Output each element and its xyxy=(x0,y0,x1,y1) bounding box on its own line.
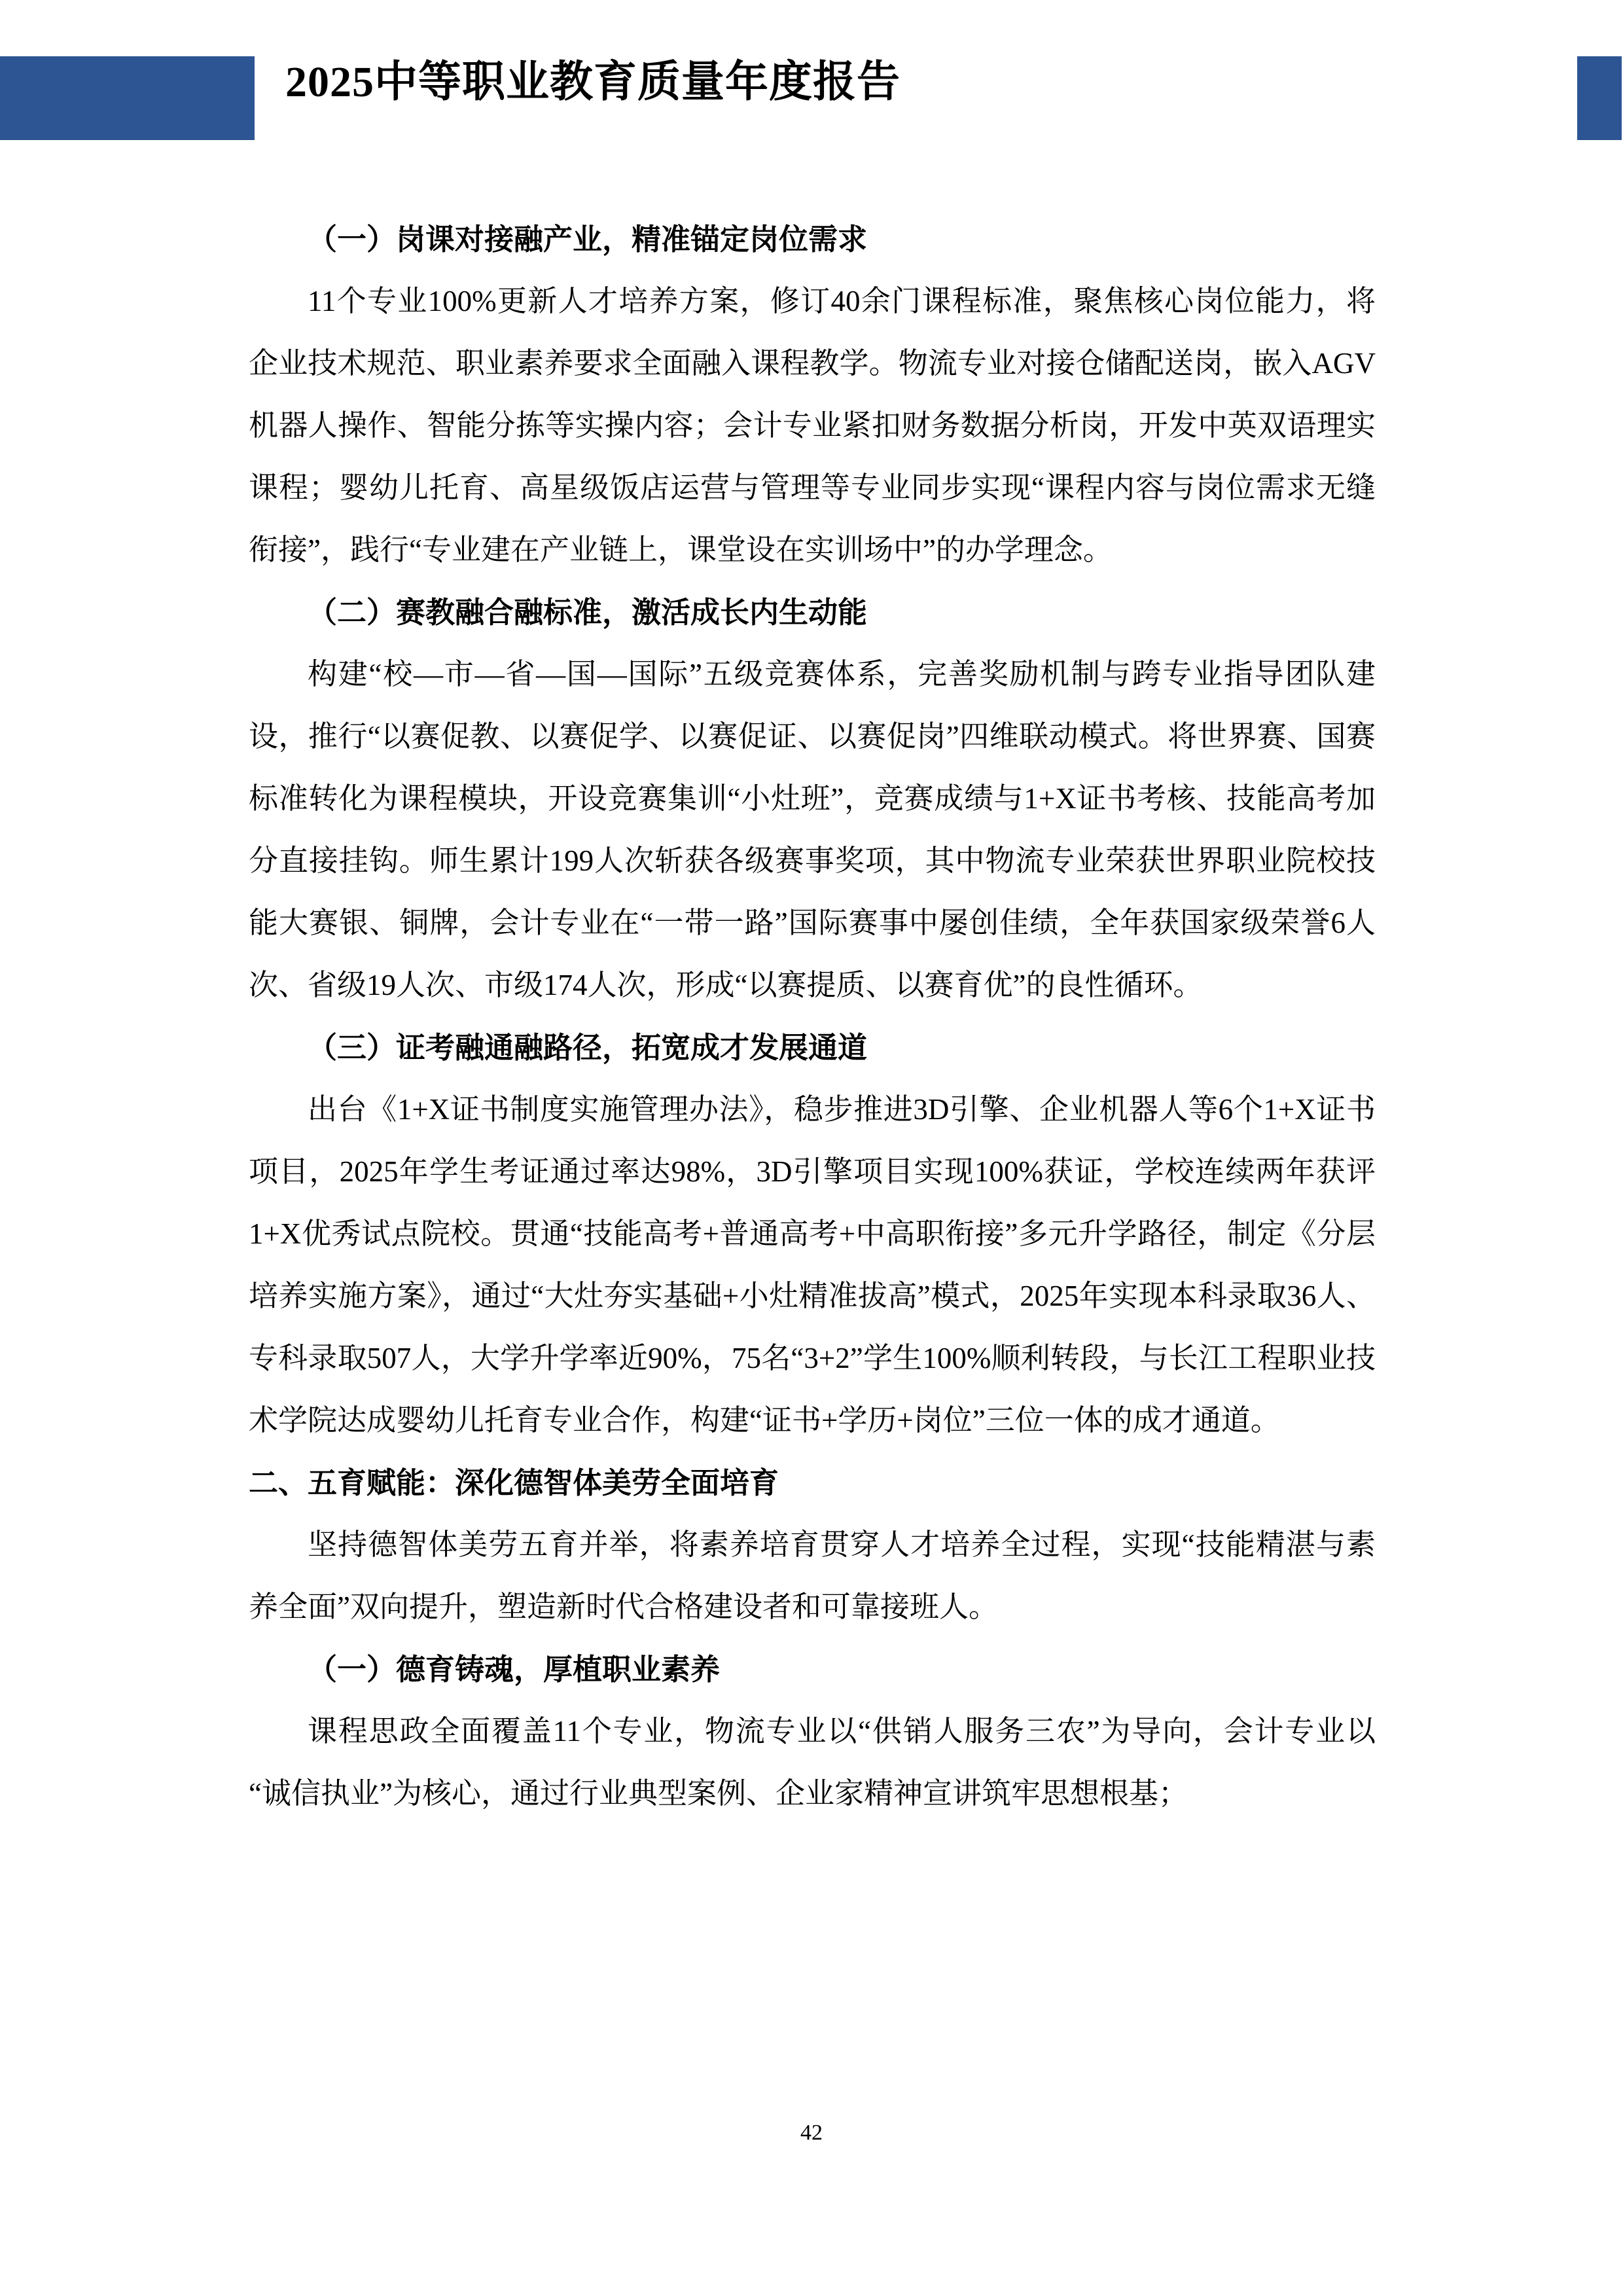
paragraph-gangke: 11个专业100%更新人才培养方案，修订40余门课程标准，聚焦核心岗位能力，将企业技术规范、职业素养要求全面融入课程教学。物流专业对接仓储配送岗，嵌入AGV机器人操作、智能分拣等实操内容；会计专业紧扣财务数据分析岗，开发中英双语理实课程；婴幼儿托育、高星级饭店运营与管理等专业同步实现“课程内容与岗位需求无缝衔接”，践行“专业建在产业链上，课堂设在实训场中”的办学理念。 xyxy=(249,285,1376,566)
paragraph-wuyu-intro: 坚持德智体美劳五育并举，将素养培育贯穿人才培养全过程，实现“技能精湛与素养全面”双向提升，塑造新时代合格建设者和可靠接班人。 xyxy=(249,1528,1376,1623)
section-heading-saijiao: （二）赛教融合融标准，激活成长内生动能 xyxy=(308,596,868,629)
page-number: 42 xyxy=(800,2121,823,2145)
header-right-accent-bar xyxy=(1577,56,1622,140)
paragraph-deyu: 课程思政全面覆盖11个专业，物流专业以“供销人服务三农”为导向，会计专业以“诚信执业”为核心，通过行业典型案例、企业家精神宣讲筑牢思想根基； xyxy=(249,1715,1376,1810)
header-left-accent-bar xyxy=(0,56,255,140)
document-body xyxy=(249,208,1376,1825)
page-footer xyxy=(0,2121,1623,2145)
report-title: 2025中等职业教育质量年度报告 xyxy=(285,58,901,106)
section-heading-deyu: （一）德育铸魂，厚植职业素养 xyxy=(308,1653,721,1686)
chapter-heading-wuyu: 二、五育赋能：深化德智体美劳全面培育 xyxy=(249,1466,779,1499)
section-heading-gangke: （一）岗课对接融产业，精准锚定岗位需求 xyxy=(308,223,868,256)
paragraph-zhengkao: 出台《1+X证书制度实施管理办法》，稳步推进3D引擎、企业机器人等6个1+X证书项目，2025年学生考证通过率达98%，3D引擎项目实现100%获证，学校连续两年获评1+X优秀试点院校。贯通“技能高考+普通高考+中高职衔接”多元升学路径，制定《分层培养实施方案》，通过“大灶夯实基础+小灶精准拔高”模式，2025年实现本科录取36人、专科录取507人，大学升学率近90%，75名“3+2”学生100%顺利转段，与长江工程职业技术学院达成婴幼儿托育专业合作，构建“证书+学历+岗位”三位一体的成才通道。 xyxy=(249,1093,1376,1437)
paragraph-saijiao: 构建“校—市—省—国—国际”五级竞赛体系，完善奖励机制与跨专业指导团队建设，推行“以赛促教、以赛促学、以赛促证、以赛促岗”四维联动模式。将世界赛、国赛标准转化为课程模块，开设竞赛集训“小灶班”，竞赛成绩与1+X证书考核、技能高考加分直接挂钩。师生累计199人次斩获各级赛事奖项，其中物流专业荣获世界职业院校技能大赛银、铜牌，会计专业在“一带一路”国际赛事中屡创佳绩，全年获国家级荣誉6人次、省级19人次、市级174人次，形成“以赛提质、以赛育优”的良性循环。 xyxy=(249,658,1376,1001)
section-heading-zhengkao: （三）证考融通融路径，拓宽成才发展通道 xyxy=(308,1031,868,1064)
